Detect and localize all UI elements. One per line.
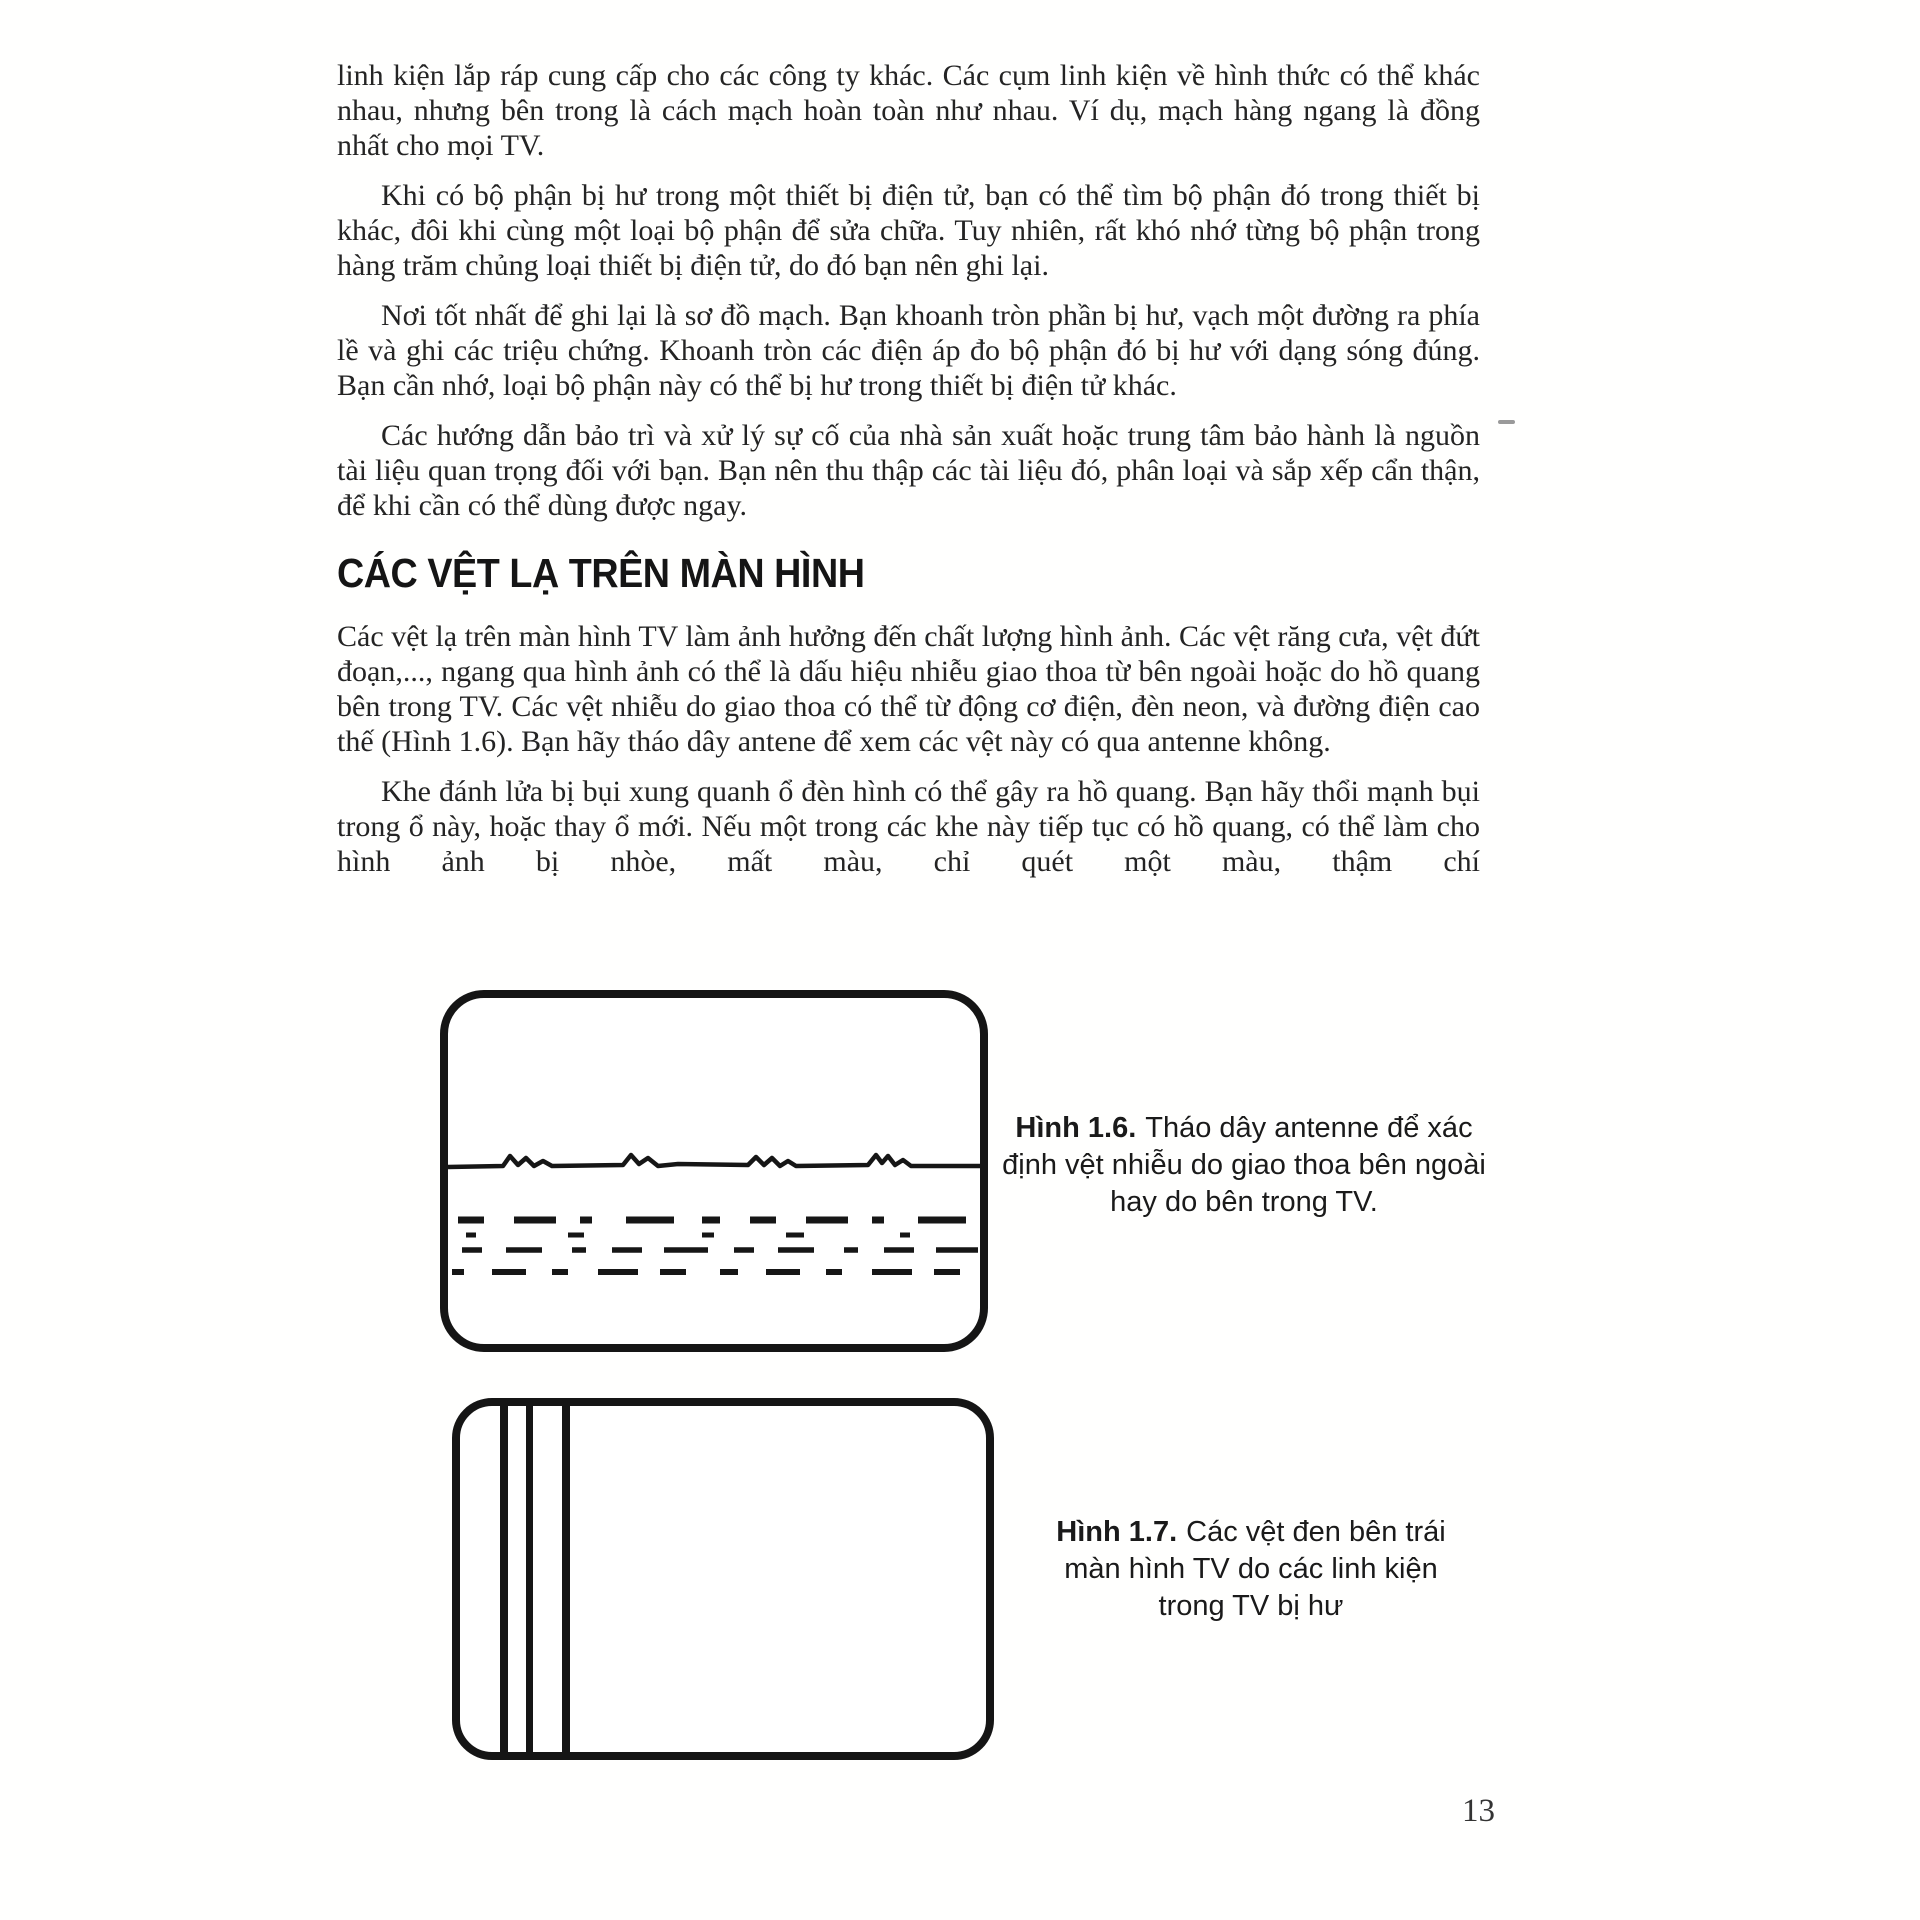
vertical-bar-graphic (562, 1406, 570, 1752)
interference-streaks-graphic (448, 998, 980, 1344)
paragraph: linh kiện lắp ráp cung cấp cho các công ty khác. Các cụm linh kiện về hình thức có thể khác nhau, nhưng bên trong là cách mạch hoàn toàn như nhau. Ví dụ, mạch hàng ngang là đồng nhất cho mọi TV. (337, 59, 1480, 162)
paragraph: Khi có bộ phận bị hư trong một thiết bị điện tử, bạn có thể tìm bộ phận đó trong thiết bị khác, đôi khi cùng một loại bộ phận để sửa chữa. Tuy nhiên, rất khó nhớ từng bộ phận trong hàng trăm chủng loại thiết bị điện tử, do đó bạn nên ghi lại. (337, 179, 1480, 282)
figure-caption-text: Các vệt đen bên trái màn hình TV do các linh kiện trong TV bị hư (1064, 1516, 1446, 1622)
paragraph: Khe đánh lửa bị bụi xung quanh ổ đèn hình có thể gây ra hồ quang. Bạn hãy thổi mạnh bụi trong ổ này, hoặc thay ổ mới. Nếu một trong các khe này tiếp tục có hồ quang, có thể làm cho hình ảnh bị nhòe, mất màu, chỉ quét một màu, thậm chí (337, 775, 1480, 878)
paragraph: Nơi tốt nhất để ghi lại là sơ đồ mạch. Bạn khoanh tròn phần bị hư, vạch một đường ra phía lề và ghi các triệu chứng. Khoanh tròn các điện áp đo bộ phận đó bị hư với dạng sóng đúng. Bạn cần nhớ, loại bộ phận này có thể bị hư trong thiết bị điện tử khác. (337, 299, 1480, 402)
figure-label: Hình 1.6. (1015, 1112, 1137, 1144)
text-column (337, 58, 1480, 894)
vertical-bar-graphic (526, 1406, 533, 1752)
figure-caption-text: Tháo dây antenne để xác định vệt nhiễu do giao thoa bên ngoài hay do bên trong TV. (1002, 1112, 1486, 1218)
figure-label: Hình 1.7. (1056, 1516, 1178, 1548)
section-heading: CÁC VỆT LẠ TRÊN MÀN HÌNH (337, 550, 865, 596)
figure-caption-1-7 (1028, 1514, 1474, 1625)
scan-speck (1498, 420, 1515, 424)
figure-tv-screen-1-6 (440, 990, 988, 1352)
paragraph: Các hướng dẫn bảo trì và xử lý sự cố của nhà sản xuất hoặc trung tâm bảo hành là nguồn tài liệu quan trọng đối với bạn. Bạn nên thu thập các tài liệu đó, phân loại và sắp xếp cẩn thận, để khi cần có thể dùng được ngay. (337, 419, 1480, 522)
figure-tv-screen-1-7 (452, 1398, 994, 1760)
page-number: 13 (1462, 1793, 1495, 1829)
vertical-bar-graphic (500, 1406, 508, 1752)
paragraph: Các vệt lạ trên màn hình TV làm ảnh hưởng đến chất lượng hình ảnh. Các vệt răng cưa, vệt đứt đoạn,..., ngang qua hình ảnh có thể là dấu hiệu nhiễu giao thoa từ bên ngoài hoặc do hồ quang bên trong TV. Các vệt nhiễu do giao thoa có thể từ động cơ điện, đèn neon, và đường điện cao thế (Hình 1.6). Bạn hãy tháo dây antene để xem các vệt này có qua antenne không. (337, 620, 1480, 758)
figure-caption-1-6 (1002, 1110, 1486, 1221)
